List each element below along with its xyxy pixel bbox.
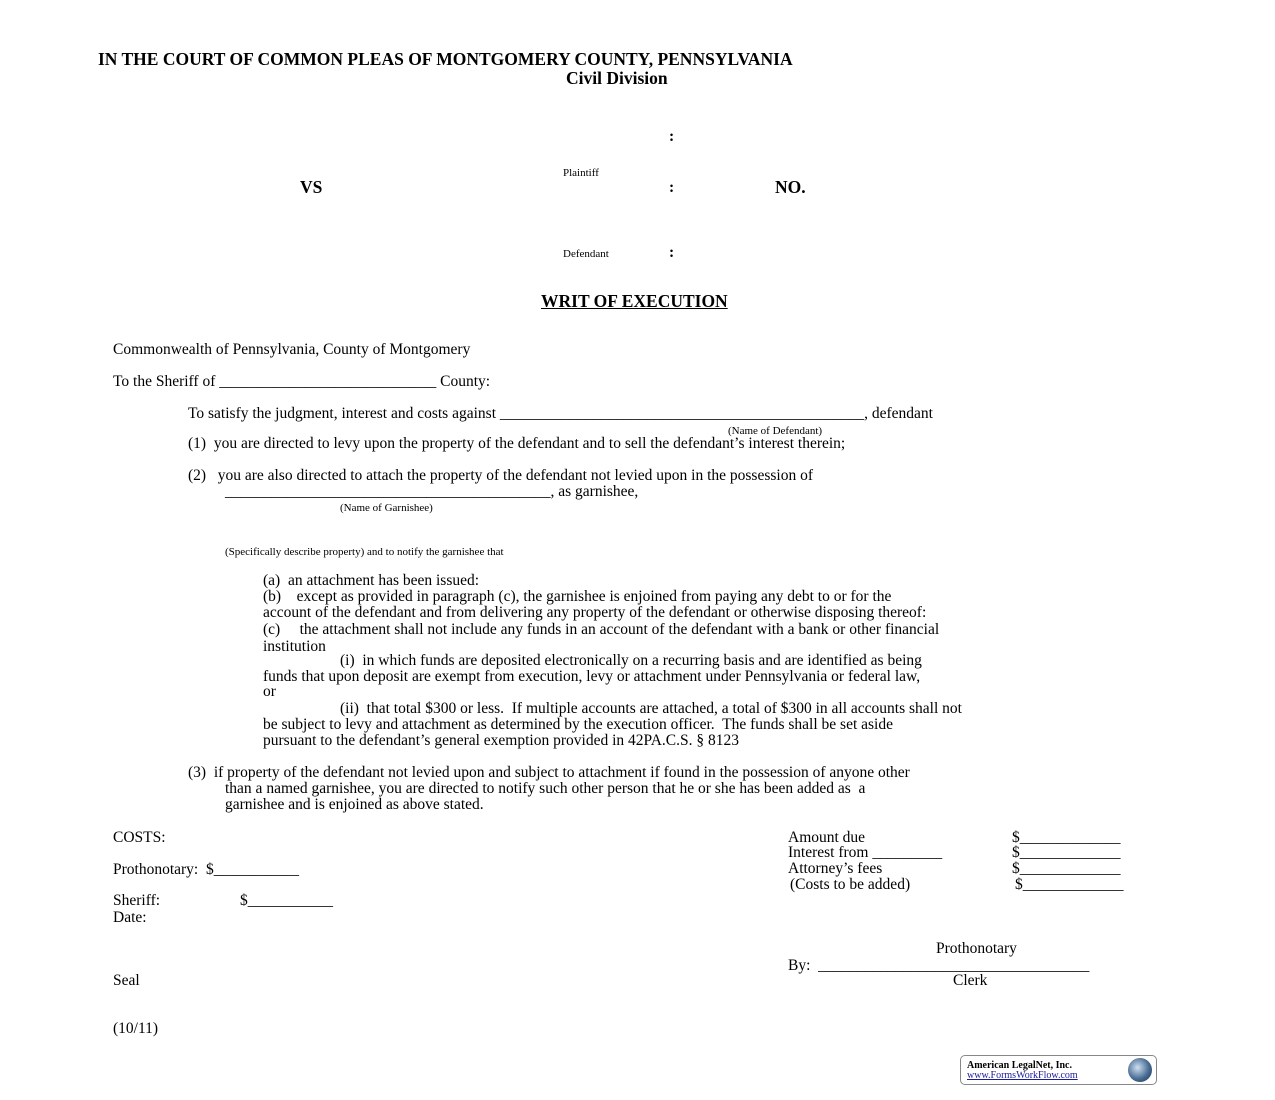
costs-label: COSTS:	[113, 829, 166, 846]
sheriff-cost-label: Sheriff:	[113, 892, 161, 909]
item-c: (c) the attachment shall not include any funds in an account of the defendant with a bank or other financial	[263, 621, 940, 638]
name-of-defendant-caption: (Name of Defendant)	[728, 425, 823, 437]
item-ii-cont: be subject to levy and attachment as determined by the execution officer. The funds shall be set aside	[263, 716, 893, 733]
court-header: IN THE COURT OF COMMON PLEAS OF MONTGOMERY COUNTY, PENNSYLVANIA	[98, 49, 793, 69]
item-ii: (ii) that total $300 or less. If multiple accounts are attached, a total of $300 in all accounts shall not	[340, 700, 962, 717]
item-i: (i) in which funds are deposited electronically on a recurring basis and are identified as being	[340, 652, 922, 669]
paragraph-2: (2) you are also directed to attach the property of the defendant not levied upon in the possession of	[188, 467, 813, 484]
satisfy-line: To satisfy the judgment, interest and costs against _______________________________________________, defendant	[188, 405, 933, 422]
item-i-or: or	[263, 683, 276, 700]
caption-colon: :	[669, 179, 675, 196]
commonwealth-line: Commonwealth of Pennsylvania, County of Montgomery	[113, 341, 471, 358]
sheriff-cost-amount: $___________	[240, 892, 333, 909]
caption-colon: :	[669, 244, 675, 261]
item-c-cont: institution	[263, 638, 326, 655]
paragraph-3: (3) if property of the defendant not levied upon and subject to attachment if found in the possession of anyone other	[188, 764, 910, 781]
seal-label: Seal	[113, 972, 140, 989]
paragraph-3-cont: than a named garnishee, you are directed to notify such other person that he or she has been added as a	[225, 780, 866, 797]
attorney-fees-label: Attorney’s fees	[788, 860, 883, 877]
garnishee-line: __________________________________________, as garnishee,	[225, 483, 639, 500]
interest-label: Interest from _________	[788, 844, 943, 861]
defendant-label: Defendant	[563, 248, 609, 260]
sheriff-line: To the Sheriff of ____________________________ County:	[113, 373, 491, 390]
globe-icon	[1128, 1058, 1152, 1082]
paragraph-1: (1) you are directed to levy upon the property of the defendant and to sell the defendant’s interest therein;	[188, 435, 846, 452]
specify-property: (Specifically describe property) and to notify the garnishee that	[225, 546, 504, 558]
costs-added-label: (Costs to be added)	[790, 876, 911, 893]
revision-date: (10/11)	[113, 1020, 159, 1037]
case-number-label: NO.	[775, 177, 806, 197]
paragraph-3-cont2: garnishee and is enjoined as above stated.	[225, 796, 484, 813]
document-title: WRIT OF EXECUTION	[541, 291, 728, 311]
costs-added-value: $_____________	[1015, 876, 1124, 893]
item-ii-cont2: pursuant to the defendant’s general exemption provided in 42PA.C.S. § 8123	[263, 732, 739, 749]
item-b: (b) except as provided in paragraph (c), the garnishee is enjoined from paying any debt to or for the	[263, 588, 892, 605]
caption-colon: :	[669, 128, 675, 145]
item-b-cont: account of the defendant and from delivering any property of the defendant or otherwise disposing thereof:	[263, 604, 927, 621]
division: Civil Division	[566, 68, 668, 88]
plaintiff-label: Plaintiff	[563, 167, 599, 179]
logo-name: American LegalNet, Inc.	[967, 1060, 1072, 1071]
attorney-fees-value: $_____________	[1012, 860, 1121, 877]
date-label: Date:	[113, 909, 147, 926]
name-of-garnishee-caption: (Name of Garnishee)	[340, 502, 433, 514]
item-a: (a) an attachment has been issued:	[263, 572, 480, 589]
prothonotary-cost: Prothonotary: $___________	[113, 861, 299, 878]
item-i-cont: funds that upon deposit are exempt from execution, levy or attachment under Pennsylvania or federal law,	[263, 668, 921, 685]
clerk-label: Clerk	[953, 972, 988, 989]
by-signature-line: By: ___________________________________	[788, 957, 1090, 974]
interest-value: $_____________	[1012, 844, 1121, 861]
prothonotary-signature-label: Prothonotary	[936, 940, 1017, 957]
american-legalnet-logo[interactable]	[960, 1055, 1157, 1085]
amount-due-label: Amount due	[788, 829, 866, 846]
amount-due-value: $_____________	[1012, 829, 1121, 846]
vs-label: VS	[300, 177, 323, 197]
logo-url-link[interactable]: www.FormsWorkFlow.com	[967, 1070, 1078, 1081]
